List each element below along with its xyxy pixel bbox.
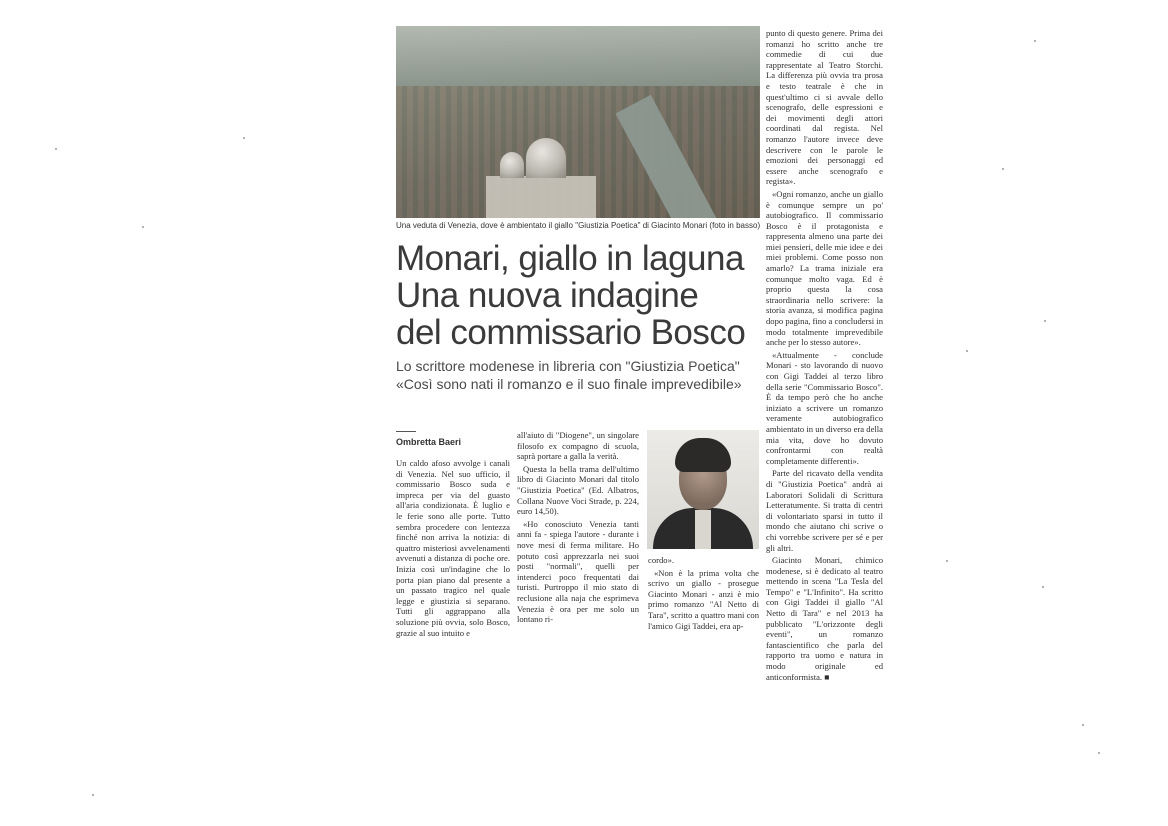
- headline-line-1: Monari, giallo in laguna: [396, 239, 744, 278]
- scan-speck: [1042, 586, 1044, 588]
- scan-speck: [92, 794, 94, 796]
- subhead-line-1: Lo scrittore modenese in libreria con "Giustizia Poetica": [396, 358, 740, 374]
- subhead-line-2: «Così sono nati il romanzo e il suo finale imprevedibile»: [396, 376, 742, 392]
- article-column-3: [648, 555, 759, 633]
- paragraph: Un caldo afoso avvolge i canali di Venezia. Nel suo ufficio, il commissario Bosco suda e impreca per via del guasto all'aria condizionata. È luglio e le ferie sono alle porte. Tutto sembra procedere con lentezza finché non arriva la notizia: di quattro misteriosi avvelenamenti avvenuti a distanza di poche ore. Inizia così un'indagine che lo porta pian piano dal presente a un passato tragico nel quale legge e giustizia si separano. Tutti gli aggrappano alla soluzione più ovvia, solo Bosco, grazie al suo intuito e: [396, 458, 510, 638]
- paragraph: Questa la bella trama dell'ultimo libro di Giacinto Monari dal titolo "Giustizia Poetica" (Ed. Albatros, Collana Nuove Voci Strade, p. 224, euro 14,50).: [517, 463, 639, 517]
- paragraph: «Ogni romanzo, anche un giallo è comunque sempre un po' autobiografico. Il commissario Bosco è il protagonista e rappresenta almeno una parte dei miei pensieri, delle mie idee e dei miei problemi. Come posso non amarlo? La trama iniziale era comunque molto vaga. Ed è proprio questa la cosa straordinaria nello scrivere: la storia avanza, si modifica pagina dopo pagina, fino a concludersi in modo totalmente imprevedibile anche per lo stesso autore».: [766, 188, 883, 348]
- byline-rule: [396, 431, 416, 432]
- venice-aerial-photo: [396, 26, 760, 218]
- paragraph: cordo».: [648, 555, 675, 565]
- article-column-1: [396, 458, 510, 640]
- paragraph: «Non è la prima volta che scrivo un giallo - prosegue Giacinto Monari - anzi è mio primo romanzo "Al Netto di Tara", scritto a quattro mani con l'amico Gigi Taddei, era ap-: [648, 567, 759, 631]
- paragraph: punto di questo genere. Prima dei romanzi ho scritto anche tre commedie di cui due rappresentate al Teatro Storchi. La differenza più ovvia tra prosa e testo teatrale è che in quest'ultimo ci si avvale dello scenografo, delle espressioni e dei movimenti degli attori coordinati dal regista. Nel romanzo l'autore invece deve descrivere con le parole le emozioni dei personaggi ed essere anche scenografo e regista».: [766, 28, 883, 187]
- scan-speck: [1098, 752, 1100, 754]
- scan-speck: [142, 226, 144, 228]
- article-column-4: [766, 28, 883, 684]
- photo-caption: Una veduta di Venezia, dove è ambientato il giallo "Giustizia Poetica" di Giacinto Monari (foto in basso): [396, 221, 761, 230]
- paragraph: «Ho conosciuto Venezia tanti anni fa - spiega l'autore - durante i nove mesi di ferma militare. Ho potuto così apprezzarla nei suoi posti "normali", quelli per intenderci poco frequentati dai turisti. Purtroppo il mio stato di reclusione alla naja che esprimeva Venezia è ora per me solo un lontano ri-: [517, 518, 639, 625]
- headline-line-3: del commissario Bosco: [396, 313, 746, 352]
- byline: Ombretta Baeri: [396, 437, 462, 447]
- paragraph: all'aiuto di "Diogene", un singolare filosofo ex compagno di scuola, saprà portare a galla la verità.: [517, 430, 639, 462]
- scan-speck: [55, 148, 57, 150]
- scan-speck: [1044, 320, 1046, 322]
- headline-line-2: Una nuova indagine: [396, 276, 699, 315]
- paragraph: Giacinto Monari, chimico modenese, si è dedicato al teatro mettendo in scena "La Tesla del Tempo" e "L'Infinito". Ha scritto con Gigi Taddei il giallo "Al Netto di Tara" e nel 2013 ha pubblicato "L'orizzonte degli eventi", un romanzo fantascientifico che parla del rapporto tra uomo e natura in modo originale ed anticonformista. ■: [766, 555, 883, 682]
- scan-speck: [966, 350, 968, 352]
- author-portrait: [647, 430, 759, 549]
- paragraph: Parte del ricavato della vendita di "Giustizia Poetica" andrà ai Laboratori Solidali di Scrittura Letteratumente. Si tratta di centri di volontariato sparsi in tutto il mondo che aiutano chi scrive o chi vorrebbe scrivere per sé e per gli altri.: [766, 468, 883, 553]
- scan-speck: [1034, 40, 1036, 42]
- scan-speck: [243, 137, 245, 139]
- subheadline: [396, 357, 766, 393]
- scan-speck: [1002, 168, 1004, 170]
- scan-speck: [1082, 724, 1084, 726]
- paragraph: «Attualmente - conclude Monari - sto lavorando di nuovo con Gigi Taddei al terzo libro della serie "Commissario Bosco". È da tempo però che ho anche iniziato a scrivere un romanzo veramente autobiografico ambientato in un diverso era della mia vita, dove ho dovuto confrontarmi con realtà completamente differenti».: [766, 349, 883, 466]
- scan-speck: [946, 560, 948, 562]
- headline: [396, 240, 768, 351]
- article-column-2: [517, 430, 639, 627]
